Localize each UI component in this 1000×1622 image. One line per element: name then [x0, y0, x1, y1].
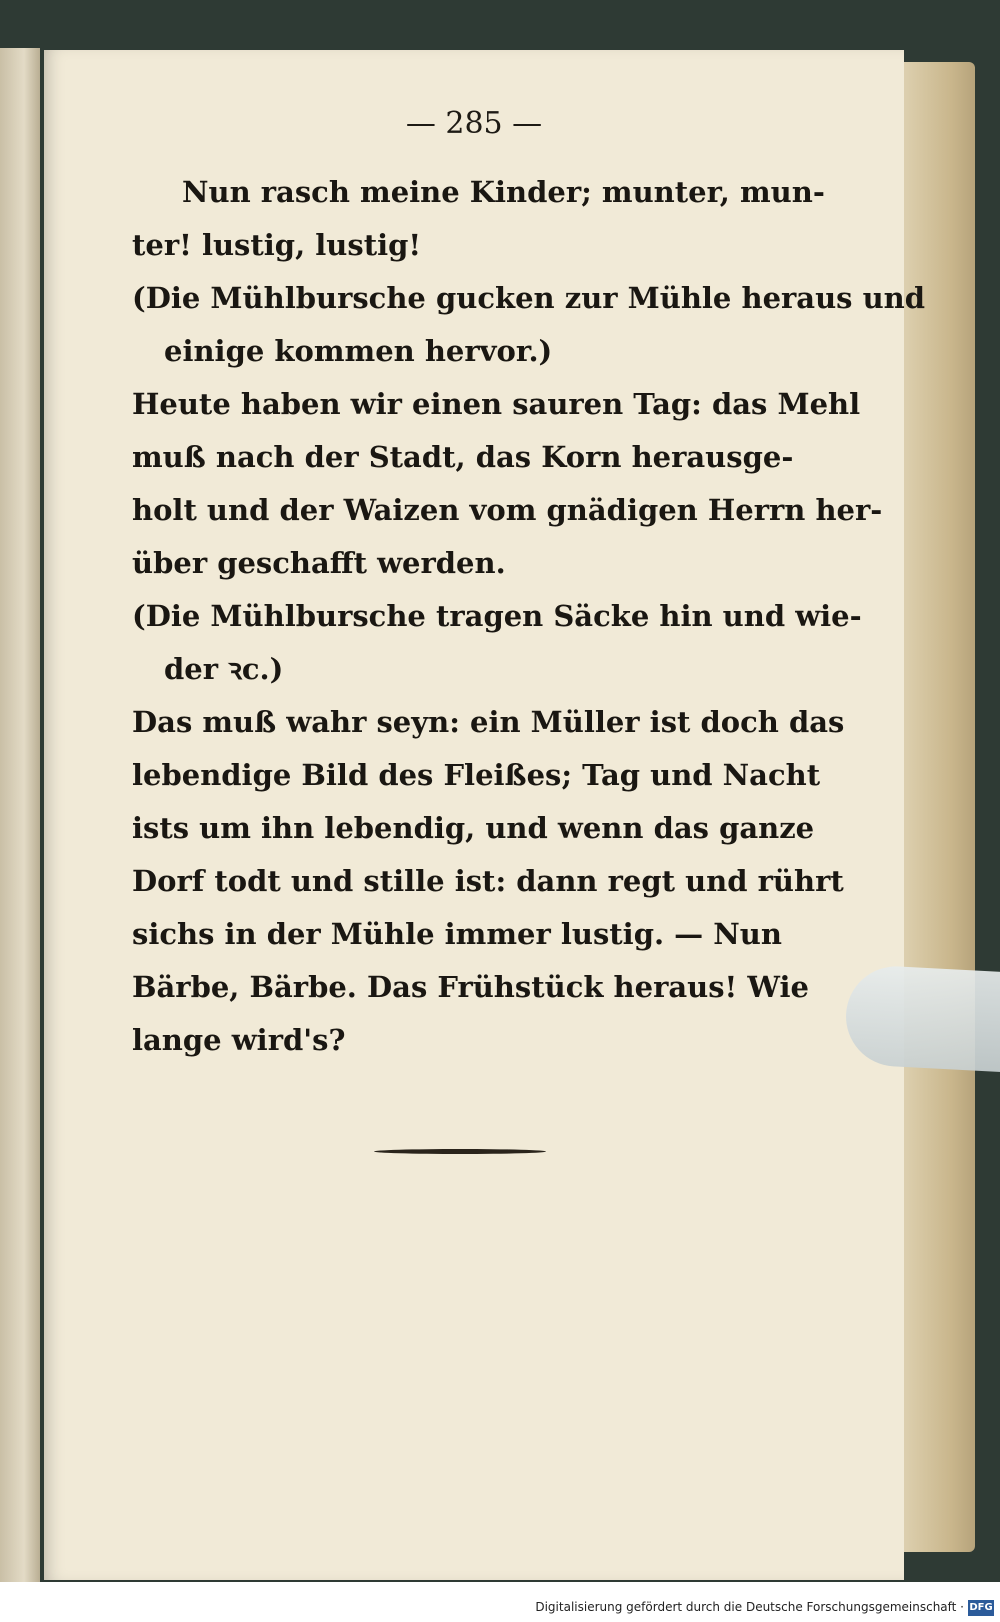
- text-line: ter! lustig, lustig!: [132, 228, 422, 262]
- stage-direction: (Die Mühlbursche tragen Säcke hin und wie-: [132, 599, 862, 633]
- text-line: über geschafft werden.: [132, 546, 506, 580]
- text-line: muß nach der Stadt, das Korn herausge-: [132, 440, 794, 474]
- book-page: [44, 50, 926, 1580]
- stage-direction: der ꝛc.): [164, 652, 284, 686]
- text-line: lebendige Bild des Fleißes; Tag und Nacht: [132, 758, 821, 792]
- text-block: [132, 166, 926, 1067]
- text-line: holt und der Waizen vom gnädigen Herrn her-: [132, 493, 883, 527]
- stage-direction: einige kommen hervor.): [164, 334, 553, 368]
- text-line: Heute haben wir einen sauren Tag: das Mehl: [132, 387, 861, 421]
- left-page-edge: [0, 48, 40, 1583]
- end-rule: [374, 1149, 546, 1154]
- text-line: sichs in der Mühle immer lustig. — Nun: [132, 917, 782, 951]
- text-line: lange wird's?: [132, 1023, 346, 1057]
- text-line: ists um ihn lebendig, und wenn das ganze: [132, 811, 815, 845]
- text-line: Das muß wahr seyn: ein Müller ist doch das: [132, 705, 845, 739]
- footer-bar: [0, 1582, 1000, 1622]
- funding-credit: Digitalisierung gefördert durch die Deutsche Forschungsgemeinschaft ·: [535, 1600, 964, 1614]
- page-tab-marker: [843, 964, 1000, 1072]
- text-line: Nun rasch meine Kinder; munter, mun-: [182, 175, 825, 209]
- text-line: Dorf todt und stille ist: dann regt und rührt: [132, 864, 844, 898]
- text-line: Bärbe, Bärbe. Das Frühstück heraus! Wie: [132, 970, 809, 1004]
- dfg-logo: DFG: [968, 1600, 994, 1616]
- stage-direction: (Die Mühlbursche gucken zur Mühle heraus und: [132, 281, 926, 315]
- page-number: — 285 —: [405, 106, 543, 141]
